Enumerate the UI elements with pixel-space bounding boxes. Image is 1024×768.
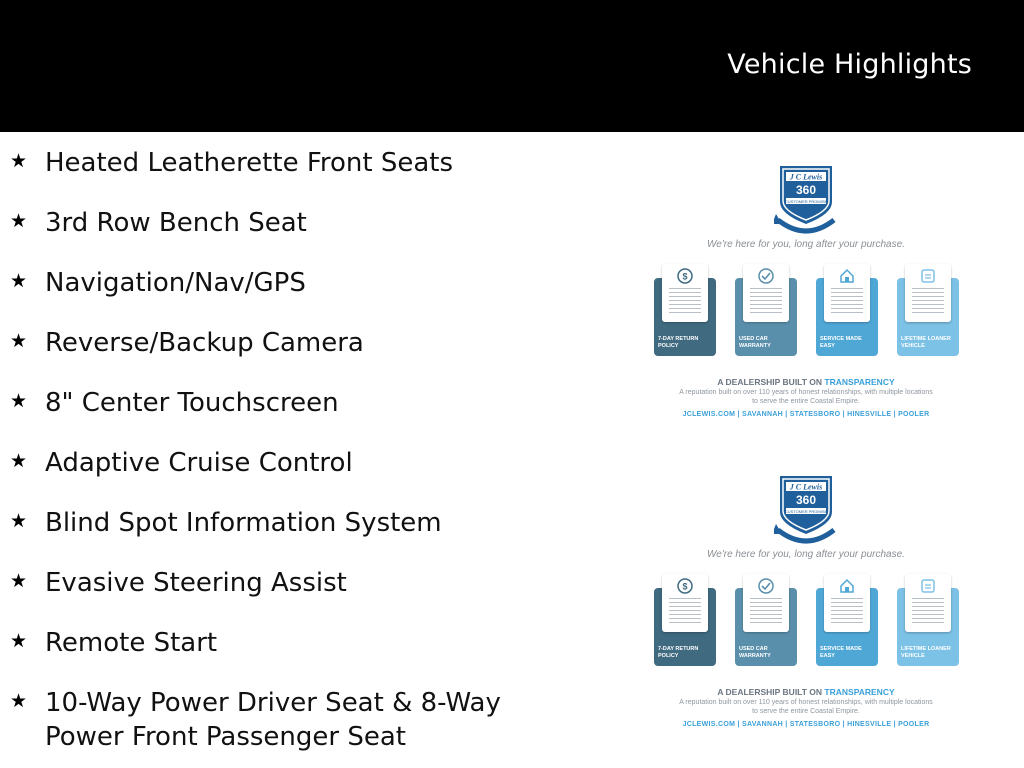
loaner-car-icon <box>919 577 937 595</box>
card-caption: LIFETIME LOANER VEHICLE <box>901 336 951 349</box>
star-icon: ★ <box>10 570 28 592</box>
feature-text: Reverse/Backup Camera <box>45 328 364 358</box>
card-panel <box>905 574 951 632</box>
card-body-lines <box>669 288 701 316</box>
svg-text:$: $ <box>682 581 688 592</box>
feature-text: Remote Start <box>45 628 218 658</box>
promise-card <box>654 271 716 356</box>
card-body-lines <box>912 598 944 626</box>
star-icon: ★ <box>10 390 28 412</box>
card-panel <box>905 264 951 322</box>
built-accent: TRANSPARENCY <box>824 377 895 387</box>
svg-text:$: $ <box>682 271 688 282</box>
locations-line: JCLEWIS.COM | SAVANNAH | STATESBORO | HINESVILLE | POOLER <box>682 411 930 418</box>
promise-card <box>735 278 797 356</box>
feature-text: Heated Leatherette Front Seats <box>45 148 454 178</box>
card-panel <box>824 264 870 322</box>
promise-badge <box>774 162 838 240</box>
title-bar <box>0 0 1024 132</box>
card-body-lines <box>831 598 863 626</box>
star-icon: ★ <box>10 450 28 472</box>
feature-text: Navigation/Nav/GPS <box>45 268 306 298</box>
built-prefix: A DEALERSHIP BUILT ON <box>717 687 823 697</box>
promise-card <box>816 588 878 666</box>
star-icon: ★ <box>10 270 28 292</box>
list-item <box>10 686 530 758</box>
feature-text: 10-Way Power Driver Seat & 8-Way Power Front Passenger Seat <box>45 688 501 752</box>
promise-badge <box>774 472 838 550</box>
promise-tagline: We're here for you, long after your purchase. <box>707 239 905 250</box>
card-panel <box>662 574 708 632</box>
list-item <box>10 506 530 566</box>
service-house-icon <box>838 267 856 285</box>
built-on-heading <box>648 377 964 387</box>
built-prefix: A DEALERSHIP BUILT ON <box>717 377 823 387</box>
list-item <box>10 566 530 626</box>
shield-icon <box>774 472 838 550</box>
loaner-car-icon <box>919 267 937 285</box>
card-body-lines <box>831 288 863 316</box>
promise-card <box>897 588 959 666</box>
promise-tagline: We're here for you, long after your purchase. <box>707 549 905 560</box>
reputation-text: A reputation built on over 110 years of honest relationships, with multiple locations to serve the entire Coastal Empire. <box>679 699 933 715</box>
promise-cards <box>654 572 960 672</box>
card-caption: 7-DAY RETURN POLICY <box>658 646 699 659</box>
star-icon: ★ <box>10 510 28 532</box>
card-panel <box>743 574 789 632</box>
star-icon: ★ <box>10 330 28 352</box>
customer-promise-graphic <box>648 162 964 424</box>
service-house-icon <box>838 577 856 595</box>
card-body-lines <box>912 288 944 316</box>
badge-subtitle: CUSTOMER PROMISE <box>784 508 828 514</box>
list-item <box>10 446 530 506</box>
list-item <box>10 326 530 386</box>
built-accent: TRANSPARENCY <box>824 687 895 697</box>
card-panel <box>743 264 789 322</box>
card-caption: USED CAR WARRANTY <box>739 646 771 659</box>
card-caption: USED CAR WARRANTY <box>739 336 771 349</box>
feature-text: 3rd Row Bench Seat <box>45 208 307 238</box>
feature-text: Evasive Steering Assist <box>45 568 347 598</box>
list-item <box>10 386 530 446</box>
list-item <box>10 626 530 686</box>
card-caption: SERVICE MADE EASY <box>820 646 862 659</box>
page-title: Vehicle Highlights <box>727 49 972 80</box>
star-icon: ★ <box>10 210 28 232</box>
card-body-lines <box>750 598 782 626</box>
card-panel <box>662 264 708 322</box>
promise-card <box>897 278 959 356</box>
feature-text: Blind Spot Information System <box>45 508 442 538</box>
star-icon: ★ <box>10 150 28 172</box>
check-badge-icon <box>757 577 775 595</box>
promise-card <box>816 278 878 356</box>
badge-brand: J C Lewis <box>789 172 823 182</box>
card-caption: LIFETIME LOANER VEHICLE <box>901 646 951 659</box>
feature-list <box>10 146 530 758</box>
feature-text: Adaptive Cruise Control <box>45 448 353 478</box>
card-caption: SERVICE MADE EASY <box>820 336 862 349</box>
badge-number: 360 <box>795 493 817 507</box>
reputation-text: A reputation built on over 110 years of honest relationships, with multiple locations to serve the entire Coastal Empire. <box>679 389 933 405</box>
card-caption: 7-DAY RETURN POLICY <box>658 336 699 349</box>
list-item <box>10 206 530 266</box>
list-item <box>10 146 530 206</box>
badge-subtitle: CUSTOMER PROMISE <box>784 198 828 204</box>
promise-card <box>654 581 716 666</box>
card-panel <box>824 574 870 632</box>
badge-brand: J C Lewis <box>789 482 823 492</box>
built-on-heading <box>648 687 964 697</box>
check-badge-icon <box>757 267 775 285</box>
star-icon: ★ <box>10 630 28 652</box>
list-item <box>10 266 530 326</box>
customer-promise-graphic <box>648 472 964 734</box>
promise-card <box>735 588 797 666</box>
card-body-lines <box>750 288 782 316</box>
feature-text: 8" Center Touchscreen <box>45 388 339 418</box>
shield-icon <box>774 162 838 240</box>
promise-cards <box>654 262 960 362</box>
badge-number: 360 <box>795 183 817 197</box>
dollar-return-icon <box>676 267 694 285</box>
locations-line: JCLEWIS.COM | SAVANNAH | STATESBORO | HINESVILLE | POOLER <box>682 721 930 728</box>
star-icon: ★ <box>10 690 28 712</box>
dollar-return-icon <box>676 577 694 595</box>
card-body-lines <box>669 598 701 626</box>
